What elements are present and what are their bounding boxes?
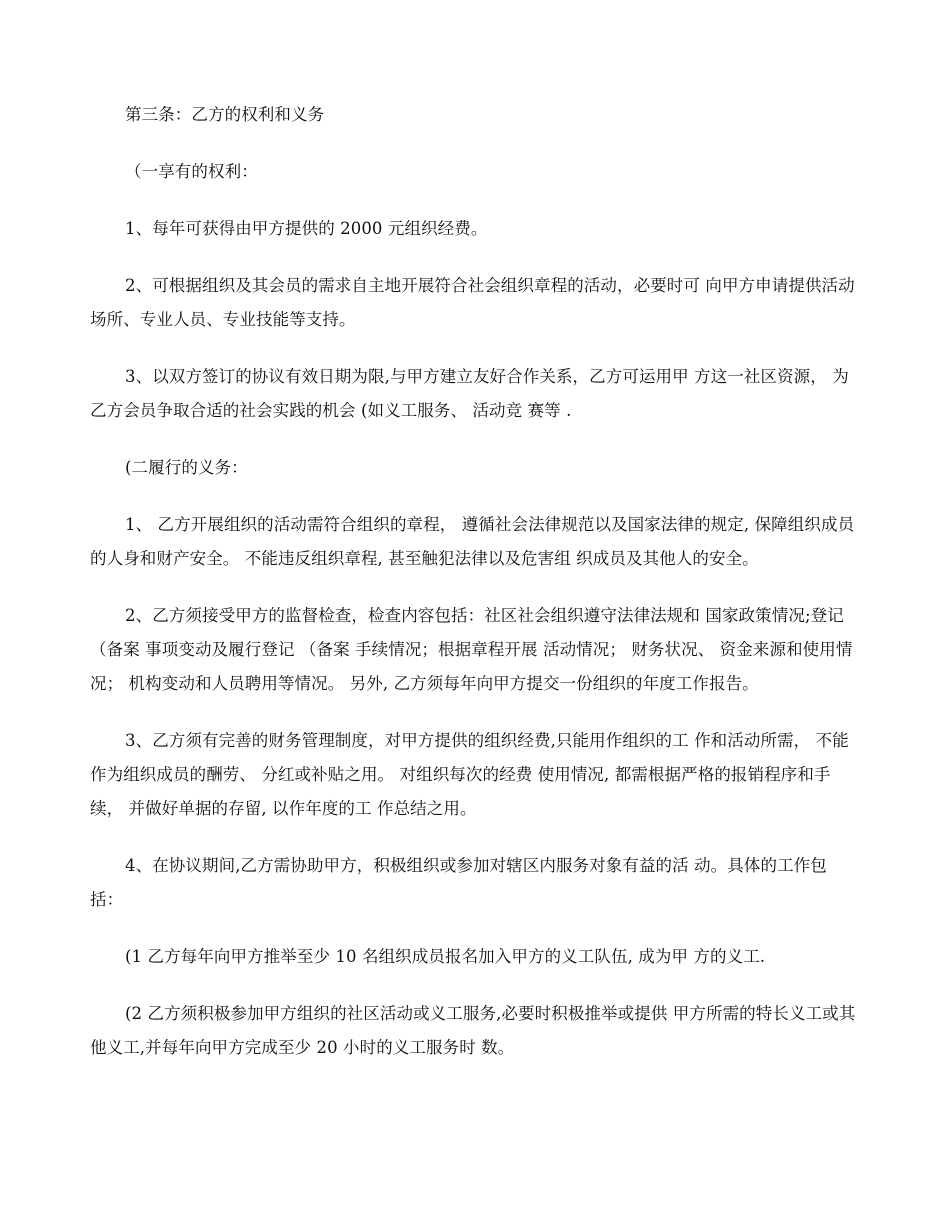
rights-item-2: 2、可根据组织及其会员的需求自主地开展符合社会组织章程的活动，必要时可 向甲方申请提供活动场所、专业人员、专业技能等支持。 — [90, 276, 855, 329]
obligations-subitem-2: (2 乙方须积极参加甲方组织的社区活动或义工服务,必要时积极推举或提供 甲方所需的特长义工或其他义工,并每年向甲方完成至少 20 小时的义工服务时 数。 — [90, 1004, 856, 1057]
obligations-item-4: 4、在协议期间,乙方需协助甲方，积极组织或参加对辖区内服务对象有益的活 动。具体的工作包括： — [90, 856, 827, 909]
rights-item-3: 3、以双方签订的协议有效日期为限,与甲方建立友好合作关系，乙方可运用甲 方这一社区资源， 为乙方会员争取合适的社会实践的机会 (如义工服务、 活动竞 赛等 . — [90, 367, 849, 420]
section-heading-obligations: (二履行的义务： — [125, 458, 248, 477]
section-heading-rights: （一享有的权利： — [125, 162, 258, 181]
document-body — [90, 98, 860, 1088]
article-heading: 第三条：乙方的权利和义务 — [125, 105, 325, 124]
rights-item-1: 1、每年可获得由甲方提供的 2000 元组织经费。 — [125, 219, 488, 238]
obligations-item-3: 3、乙方须有完善的财务管理制度，对甲方提供的组织经费,只能用作组织的工 作和活动所需， 不能作为组织成员的酬劳、 分红或补贴之用。 对组织每次的经费 使用情况, 都需根据严格的报销程序和手续， 并做好单据的存留, 以作年度的工 作总结之用。 — [90, 731, 849, 818]
obligations-item-2: 2、乙方须接受甲方的监督检查，检查内容包括：社区社会组织遵守法律法规和 国家政策情况;登记 （备案 事项变动及履行登记 （备案 手续情况；根据章程开展 活动情况； 财务状况、 资金来源和使用情况； 机构变动和人员聘用等情况。 另外, 乙方须每年向甲方提交一份组织的年度工作报告。 — [90, 606, 853, 693]
obligations-item-1: 1、 乙方开展组织的活动需符合组织的章程， 遵循社会法律规范以及国家法律的规定, 保障组织成员的人身和财产安全。 不能违反组织章程, 甚至触犯法律以及危害组 织成员及其他人的安全。 — [90, 515, 855, 568]
obligations-subitem-1: (1 乙方每年向甲方推举至少 10 名组织成员报名加入甲方的义工队伍, 成为甲 方的义工. — [125, 947, 766, 966]
